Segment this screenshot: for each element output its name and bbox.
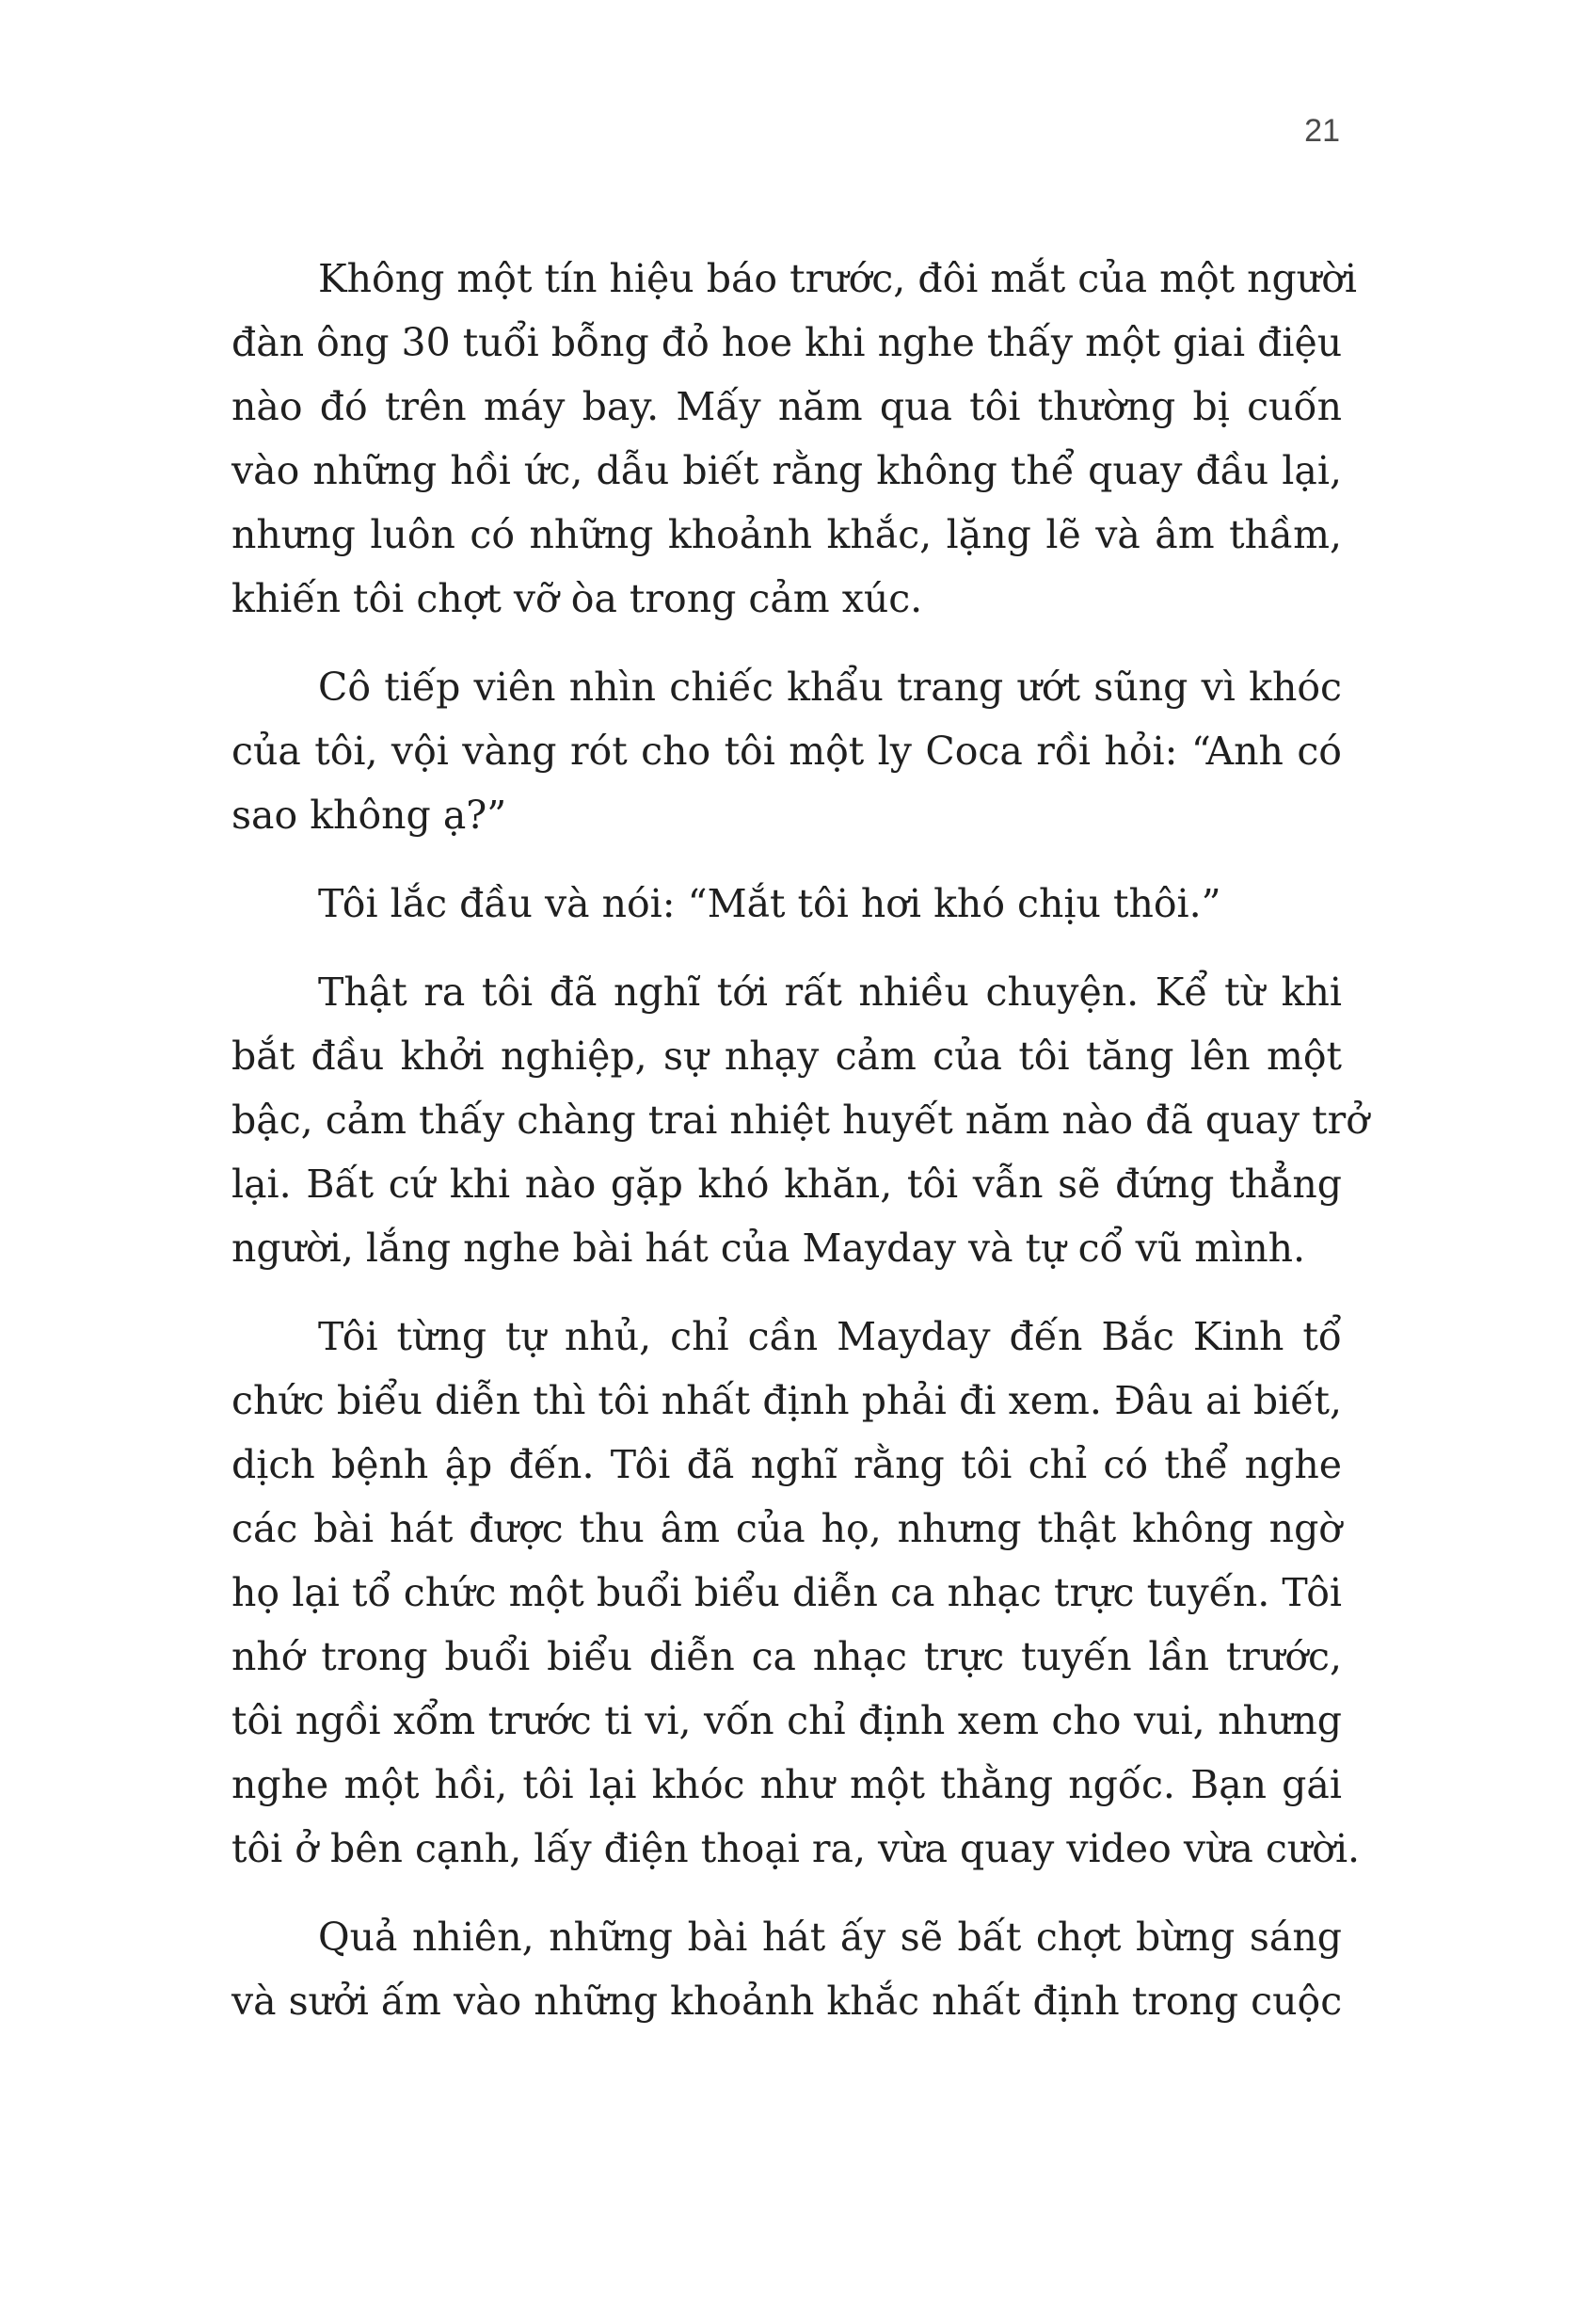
text-line: nào đó trên máy bay. Mấy năm qua tôi thường bị cuốn bbox=[231, 384, 1342, 429]
text-line: và sưởi ấm vào những khoảnh khắc nhất định trong cuộc bbox=[231, 1979, 1343, 2024]
text-line: sao không ạ?” bbox=[231, 793, 507, 838]
paragraph bbox=[231, 1305, 1361, 1881]
text-line: Thật ra tôi đã nghĩ tới rất nhiều chuyện. Kể từ khi bbox=[318, 970, 1342, 1015]
body-text bbox=[231, 247, 1369, 2058]
text-line: Cô tiếp viên nhìn chiếc khẩu trang ướt sũng vì khóc bbox=[318, 665, 1342, 710]
text-line: dịch bệnh ập đến. Tôi đã nghĩ rằng tôi chỉ có thể nghe bbox=[231, 1442, 1342, 1487]
paragraph bbox=[231, 872, 1342, 936]
paragraph bbox=[231, 247, 1357, 631]
text-line: nhưng luôn có những khoảnh khắc, lặng lẽ và âm thầm, bbox=[231, 512, 1342, 557]
text-line: các bài hát được thu âm của họ, nhưng thật không ngờ bbox=[231, 1506, 1342, 1551]
text-line: người, lắng nghe bài hát của Mayday và tự cổ vũ mình. bbox=[231, 1226, 1306, 1271]
text-line: lại. Bất cứ khi nào gặp khó khăn, tôi vẫn sẽ đứng thẳng bbox=[231, 1162, 1342, 1207]
text-line: nhớ trong buổi biểu diễn ca nhạc trực tuyến lần trước, bbox=[231, 1634, 1342, 1679]
text-line: Tôi lắc đầu và nói: “Mắt tôi hơi khó chịu thôi.” bbox=[318, 881, 1221, 926]
paragraph bbox=[231, 655, 1342, 847]
paragraph bbox=[231, 960, 1369, 1280]
text-line: khiến tôi chợt vỡ òa trong cảm xúc. bbox=[231, 576, 923, 621]
text-line: tôi ngồi xổm trước ti vi, vốn chỉ định xem cho vui, nhưng bbox=[231, 1698, 1342, 1743]
text-line: Không một tín hiệu báo trước, đôi mắt của một người bbox=[318, 256, 1357, 301]
text-line: bắt đầu khởi nghiệp, sự nhạy cảm của tôi tăng lên một bbox=[231, 1034, 1342, 1079]
text-line: tôi ở bên cạnh, lấy điện thoại ra, vừa quay video vừa cười. bbox=[231, 1826, 1361, 1871]
text-line: họ lại tổ chức một buổi biểu diễn ca nhạc trực tuyến. Tôi bbox=[231, 1570, 1342, 1615]
text-line: đàn ông 30 tuổi bỗng đỏ hoe khi nghe thấy một giai điệu bbox=[231, 320, 1343, 365]
page-number: 21 bbox=[1304, 113, 1340, 149]
text-line: của tôi, vội vàng rót cho tôi một ly Coca rồi hỏi: “Anh có bbox=[231, 729, 1342, 774]
text-line: vào những hồi ức, dẫu biết rằng không thể quay đầu lại, bbox=[231, 448, 1342, 493]
paragraph bbox=[231, 1905, 1342, 2033]
text-line: chức biểu diễn thì tôi nhất định phải đi xem. Đâu ai biết, bbox=[231, 1378, 1342, 1423]
text-line: nghe một hồi, tôi lại khóc như một thằng ngốc. Bạn gái bbox=[231, 1762, 1342, 1807]
text-line: bậc, cảm thấy chàng trai nhiệt huyết năm nào đã quay trở bbox=[231, 1098, 1369, 1143]
text-line: Tôi từng tự nhủ, chỉ cần Mayday đến Bắc Kinh tổ bbox=[318, 1314, 1342, 1359]
text-line: Quả nhiên, những bài hát ấy sẽ bất chợt bừng sáng bbox=[318, 1915, 1342, 1960]
